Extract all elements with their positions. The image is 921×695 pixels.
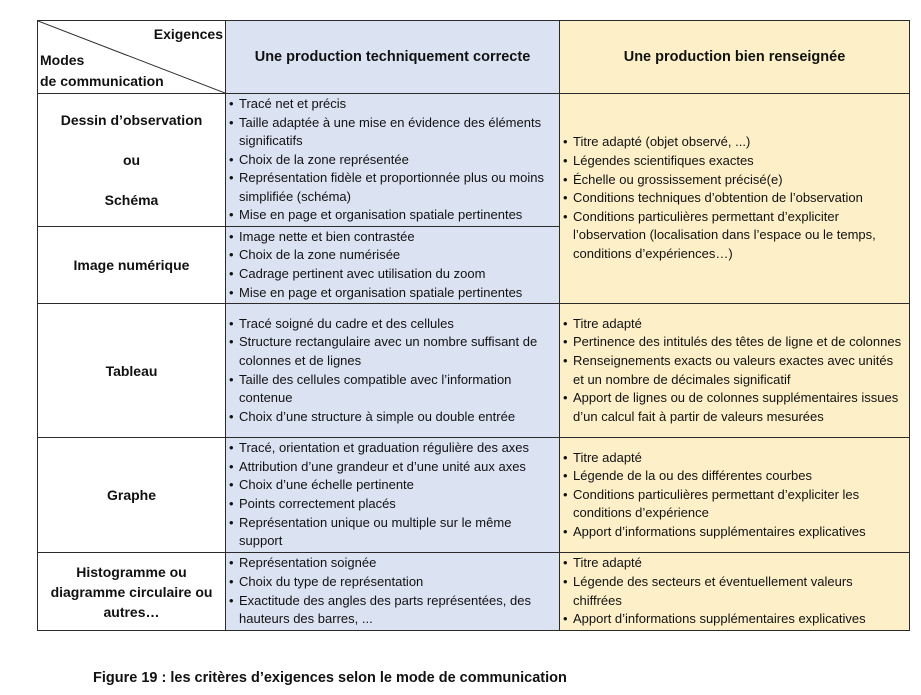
list-item: • Échelle ou grossissement précisé(e) — [573, 171, 905, 190]
list-item: • Attribution d’une grandeur et d’une unité aux axes — [239, 458, 555, 477]
mode-dessin-label: Dessin d’observation — [60, 112, 203, 128]
list-item: • Titre adapté — [573, 315, 905, 334]
dessin-tech-cell — [226, 94, 560, 227]
list-item: • Choix d’une structure à simple ou double entrée — [239, 408, 555, 427]
image-tech-list — [226, 228, 559, 302]
list-item: • Légendes scientifiques exactes — [573, 152, 905, 171]
list-item: • Conditions particulières permettant d’expliciter les conditions d’expérience — [573, 486, 905, 523]
header-tech-column: Une production techniquement correcte — [226, 21, 560, 94]
list-item: • Choix de la zone numérisée — [239, 246, 555, 265]
list-item: • Apport d’informations supplémentaires explicatives — [573, 523, 905, 542]
tableau-info-list — [560, 315, 909, 427]
corner-modes-line1: Modes — [40, 52, 85, 68]
list-item: • Renseignements exacts ou valeurs exactes avec unités et un nombre de décimales significatif — [573, 352, 905, 389]
graphe-info-cell — [560, 438, 910, 553]
list-item: • Exactitude des angles des parts représentées, des hauteurs des barres, ... — [239, 592, 555, 629]
criteria-table — [37, 20, 910, 631]
tableau-tech-cell — [226, 304, 560, 438]
list-item: • Taille adaptée à une mise en évidence des éléments significatifs — [239, 114, 555, 151]
list-item: • Choix de la zone représentée — [239, 151, 555, 170]
mode-ou-label: ou — [122, 152, 141, 168]
graphe-tech-list — [226, 439, 559, 551]
histogramme-info-list — [560, 554, 909, 628]
graphe-tech-cell — [226, 438, 560, 553]
tableau-info-cell — [560, 304, 910, 438]
list-item: • Légende de la ou des différentes courbes — [573, 467, 905, 486]
list-item: • Apport d’informations supplémentaires explicatives — [573, 610, 905, 629]
histogramme-info-cell — [560, 553, 910, 631]
list-item: • Cadrage pertinent avec utilisation du zoom — [239, 265, 555, 284]
corner-modes-label — [40, 50, 164, 92]
dessin-tech-list — [226, 95, 559, 225]
list-item: • Tracé, orientation et graduation régulière des axes — [239, 439, 555, 458]
list-item: • Pertinence des intitulés des têtes de ligne et de colonnes — [573, 333, 905, 352]
image-tech-cell — [226, 227, 560, 304]
figure-caption: Figure 19 : les critères d’exigences selon le mode de communication — [93, 670, 567, 686]
mode-graphe-cell: Graphe — [38, 438, 226, 553]
list-item: • Tracé soigné du cadre et des cellules — [239, 315, 555, 334]
corner-modes-line2: de communication — [40, 73, 164, 89]
mode-schema-label: Schéma — [104, 192, 159, 208]
list-item: • Points correctement placés — [239, 495, 555, 514]
list-item: • Représentation unique ou multiple sur le même support — [239, 514, 555, 551]
list-item: • Conditions techniques d’obtention de l’observation — [573, 189, 905, 208]
graphe-info-list — [560, 449, 909, 542]
list-item: • Légende des secteurs et éventuellement valeurs chiffrées — [573, 573, 905, 610]
corner-exigences-label: Exigences — [153, 26, 223, 42]
list-item: • Image nette et bien contrastée — [239, 228, 555, 247]
list-item: • Représentation soignée — [239, 554, 555, 573]
mode-image-cell: Image numérique — [38, 227, 226, 304]
header-corner-cell — [38, 21, 226, 94]
list-item: • Titre adapté — [573, 449, 905, 468]
list-item: • Titre adapté — [573, 554, 905, 573]
list-item: • Mise en page et organisation spatiale pertinentes — [239, 206, 555, 225]
mode-histogramme-cell: Histogramme ou diagramme circulaire ou autres… — [38, 553, 226, 631]
tableau-tech-list — [226, 315, 559, 427]
mode-tableau-cell: Tableau — [38, 304, 226, 438]
header-info-column: Une production bien renseignée — [560, 21, 910, 94]
list-item: • Taille des cellules compatible avec l’information contenue — [239, 371, 555, 408]
list-item: • Représentation fidèle et proportionnée plus ou moins simplifiée (schéma) — [239, 169, 555, 206]
list-item: • Titre adapté (objet observé, ...) — [573, 133, 905, 152]
dessin-image-info-list — [560, 133, 909, 263]
list-item: • Choix d’une échelle pertinente — [239, 476, 555, 495]
list-item: • Structure rectangulaire avec un nombre suffisant de colonnes et de lignes — [239, 333, 555, 370]
list-item: • Conditions particulières permettant d’expliciter l’observation (localisation dans l’espace ou le temps, conditions d’expériences…) — [573, 208, 905, 264]
list-item: • Choix du type de représentation — [239, 573, 555, 592]
dessin-image-info-cell — [560, 94, 910, 304]
histogramme-tech-cell — [226, 553, 560, 631]
list-item: • Mise en page et organisation spatiale pertinentes — [239, 284, 555, 303]
list-item: • Apport de lignes ou de colonnes supplémentaires issues d’un calcul fait à partir de valeurs mesurées — [573, 389, 905, 426]
list-item: • Tracé net et précis — [239, 95, 555, 114]
histogramme-tech-list — [226, 554, 559, 628]
mode-dessin-cell — [38, 94, 226, 227]
